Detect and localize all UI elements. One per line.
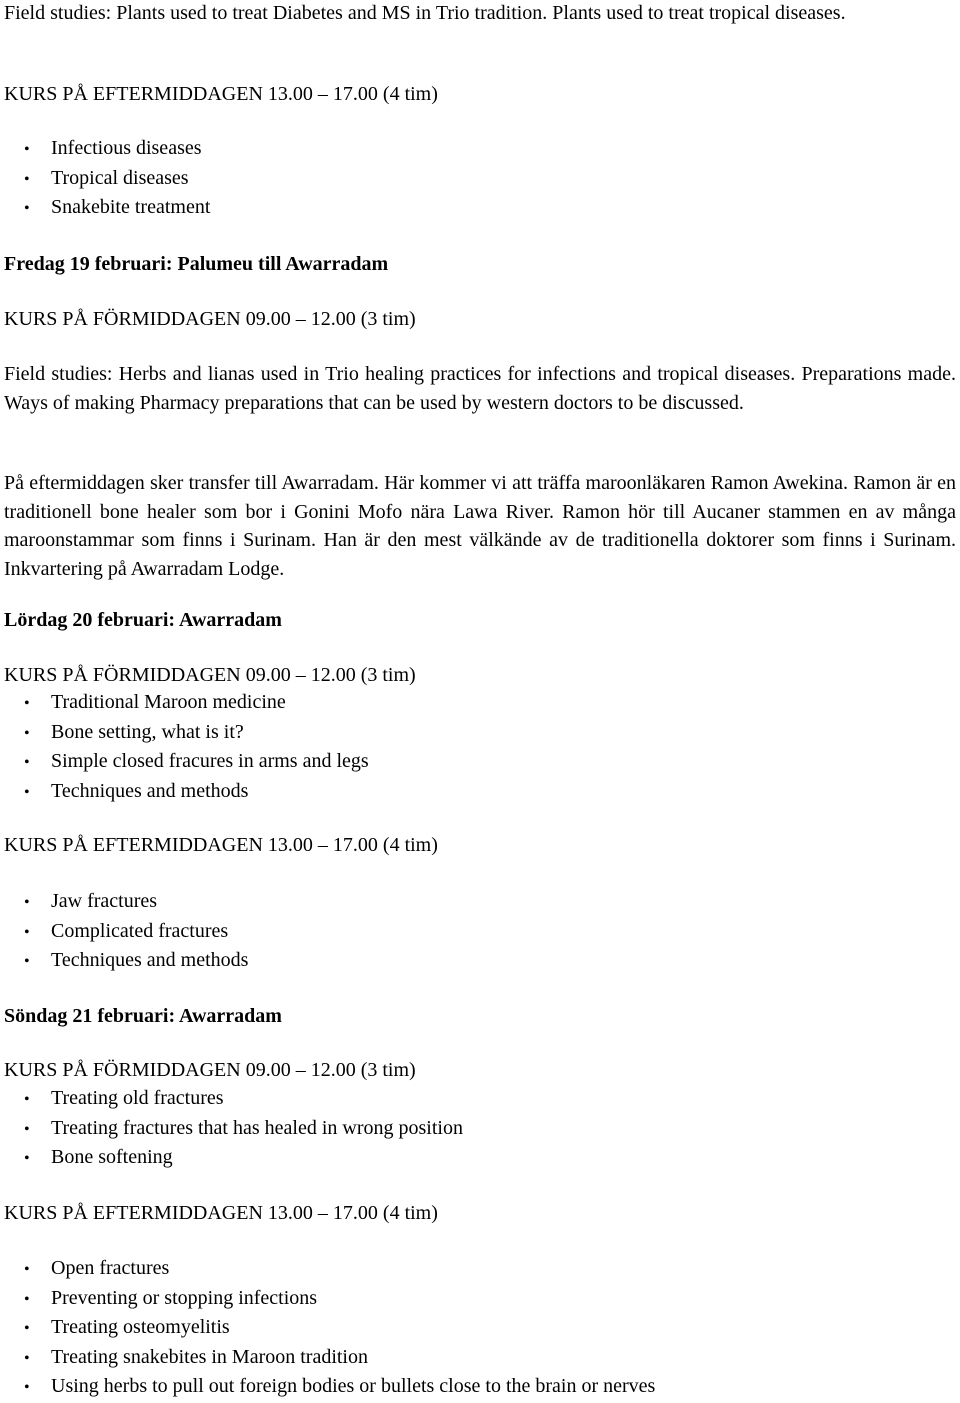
list-item: • Infectious diseases [24,134,210,164]
list-item: • Bone softening [24,1143,463,1173]
bullet-icon: • [24,200,30,217]
session-heading-morning: KURS PÅ FÖRMIDDAGEN 09.00 – 12.00 (3 tim) [4,1059,416,1081]
session-heading-afternoon: KURS PÅ EFTERMIDDAGEN 13.00 – 17.00 (4 tim) [4,1202,438,1224]
bullet-icon: • [24,1091,30,1108]
list-item: • Bone setting, what is it? [24,718,369,748]
list-item: • Snakebite treatment [24,193,210,223]
sunday-morning-list [24,1084,463,1173]
bullet-icon: • [24,953,30,970]
list-item: • Open fractures [24,1254,655,1284]
friday-afternoon-paragraph: På eftermiddagen sker transfer till Awarradam. Här kommer vi att träffa maroonläkaren Ramon Awekina. Ramon är en traditionell bone healer som bor i Gonini Mofo nära Lawa River. Ramon hör till Aucaner stammen en av många maroonstammar som finns i Surinam. Han är den mest välkände av de traditionella doktorer som finns i Surinam. Inkvartering på Awarradam Lodge. [4,472,956,580]
saturday-afternoon-list [24,887,248,976]
bullet-icon: • [24,1150,30,1167]
list-item: • Treating snakebites in Maroon tradition [24,1343,655,1373]
list-item: • Using herbs to pull out foreign bodies or bullets close to the brain or nerves [24,1372,655,1402]
sunday-afternoon-list [24,1254,655,1402]
bullet-icon: • [24,783,30,801]
day-heading-sunday: Söndag 21 februari: Awarradam [4,1005,282,1027]
bullet-icon: • [24,754,30,771]
list-item: • Preventing or stopping infections [24,1284,655,1314]
list-item: • Simple closed fracures in arms and legs [24,747,369,777]
day-heading-friday: Fredag 19 februari: Palumeu till Awarradam [4,253,389,275]
list-item: • Techniques and methods [24,946,248,976]
list-item: • Treating osteomyelitis [24,1313,655,1343]
bullet-icon: • [24,141,30,158]
list-item: • Tropical diseases [24,164,210,194]
bullet-icon: • [24,1290,30,1308]
session-heading-morning: KURS PÅ FÖRMIDDAGEN 09.00 – 12.00 (3 tim) [4,308,416,330]
session-1-list [24,134,210,223]
bullet-icon: • [24,923,30,941]
bullet-icon: • [24,1349,30,1367]
intro-paragraph: Field studies: Plants used to treat Diabetes and MS in Trio tradition. Plants used to treat tropical diseases. [4,2,846,24]
friday-morning-paragraph: Field studies: Herbs and lianas used in Trio healing practices for infections and tropical diseases. Preparations made. Ways of making Pharmacy preparations that can be used by western doctors to be discussed. [4,363,956,414]
bullet-icon: • [24,1320,30,1337]
list-item: • Treating old fractures [24,1084,463,1114]
bullet-icon: • [24,1379,30,1396]
session-heading-afternoon: KURS PÅ EFTERMIDDAGEN 13.00 – 17.00 (4 tim) [4,834,438,856]
list-item: • Traditional Maroon medicine [24,688,369,718]
bullet-icon: • [24,1120,30,1138]
list-item: • Treating fractures that has healed in wrong position [24,1114,463,1144]
bullet-icon: • [24,170,30,188]
saturday-morning-list [24,688,369,806]
list-item: • Techniques and methods [24,777,369,807]
session-heading-afternoon: KURS PÅ EFTERMIDDAGEN 13.00 – 17.00 (4 tim) [4,83,438,105]
session-heading-morning: KURS PÅ FÖRMIDDAGEN 09.00 – 12.00 (3 tim) [4,664,416,686]
bullet-icon: • [24,724,30,742]
list-item: • Complicated fractures [24,917,248,947]
bullet-icon: • [24,695,30,712]
list-item: • Jaw fractures [24,887,248,917]
day-heading-saturday: Lördag 20 februari: Awarradam [4,609,282,631]
bullet-icon: • [24,1261,30,1278]
bullet-icon: • [24,894,30,911]
